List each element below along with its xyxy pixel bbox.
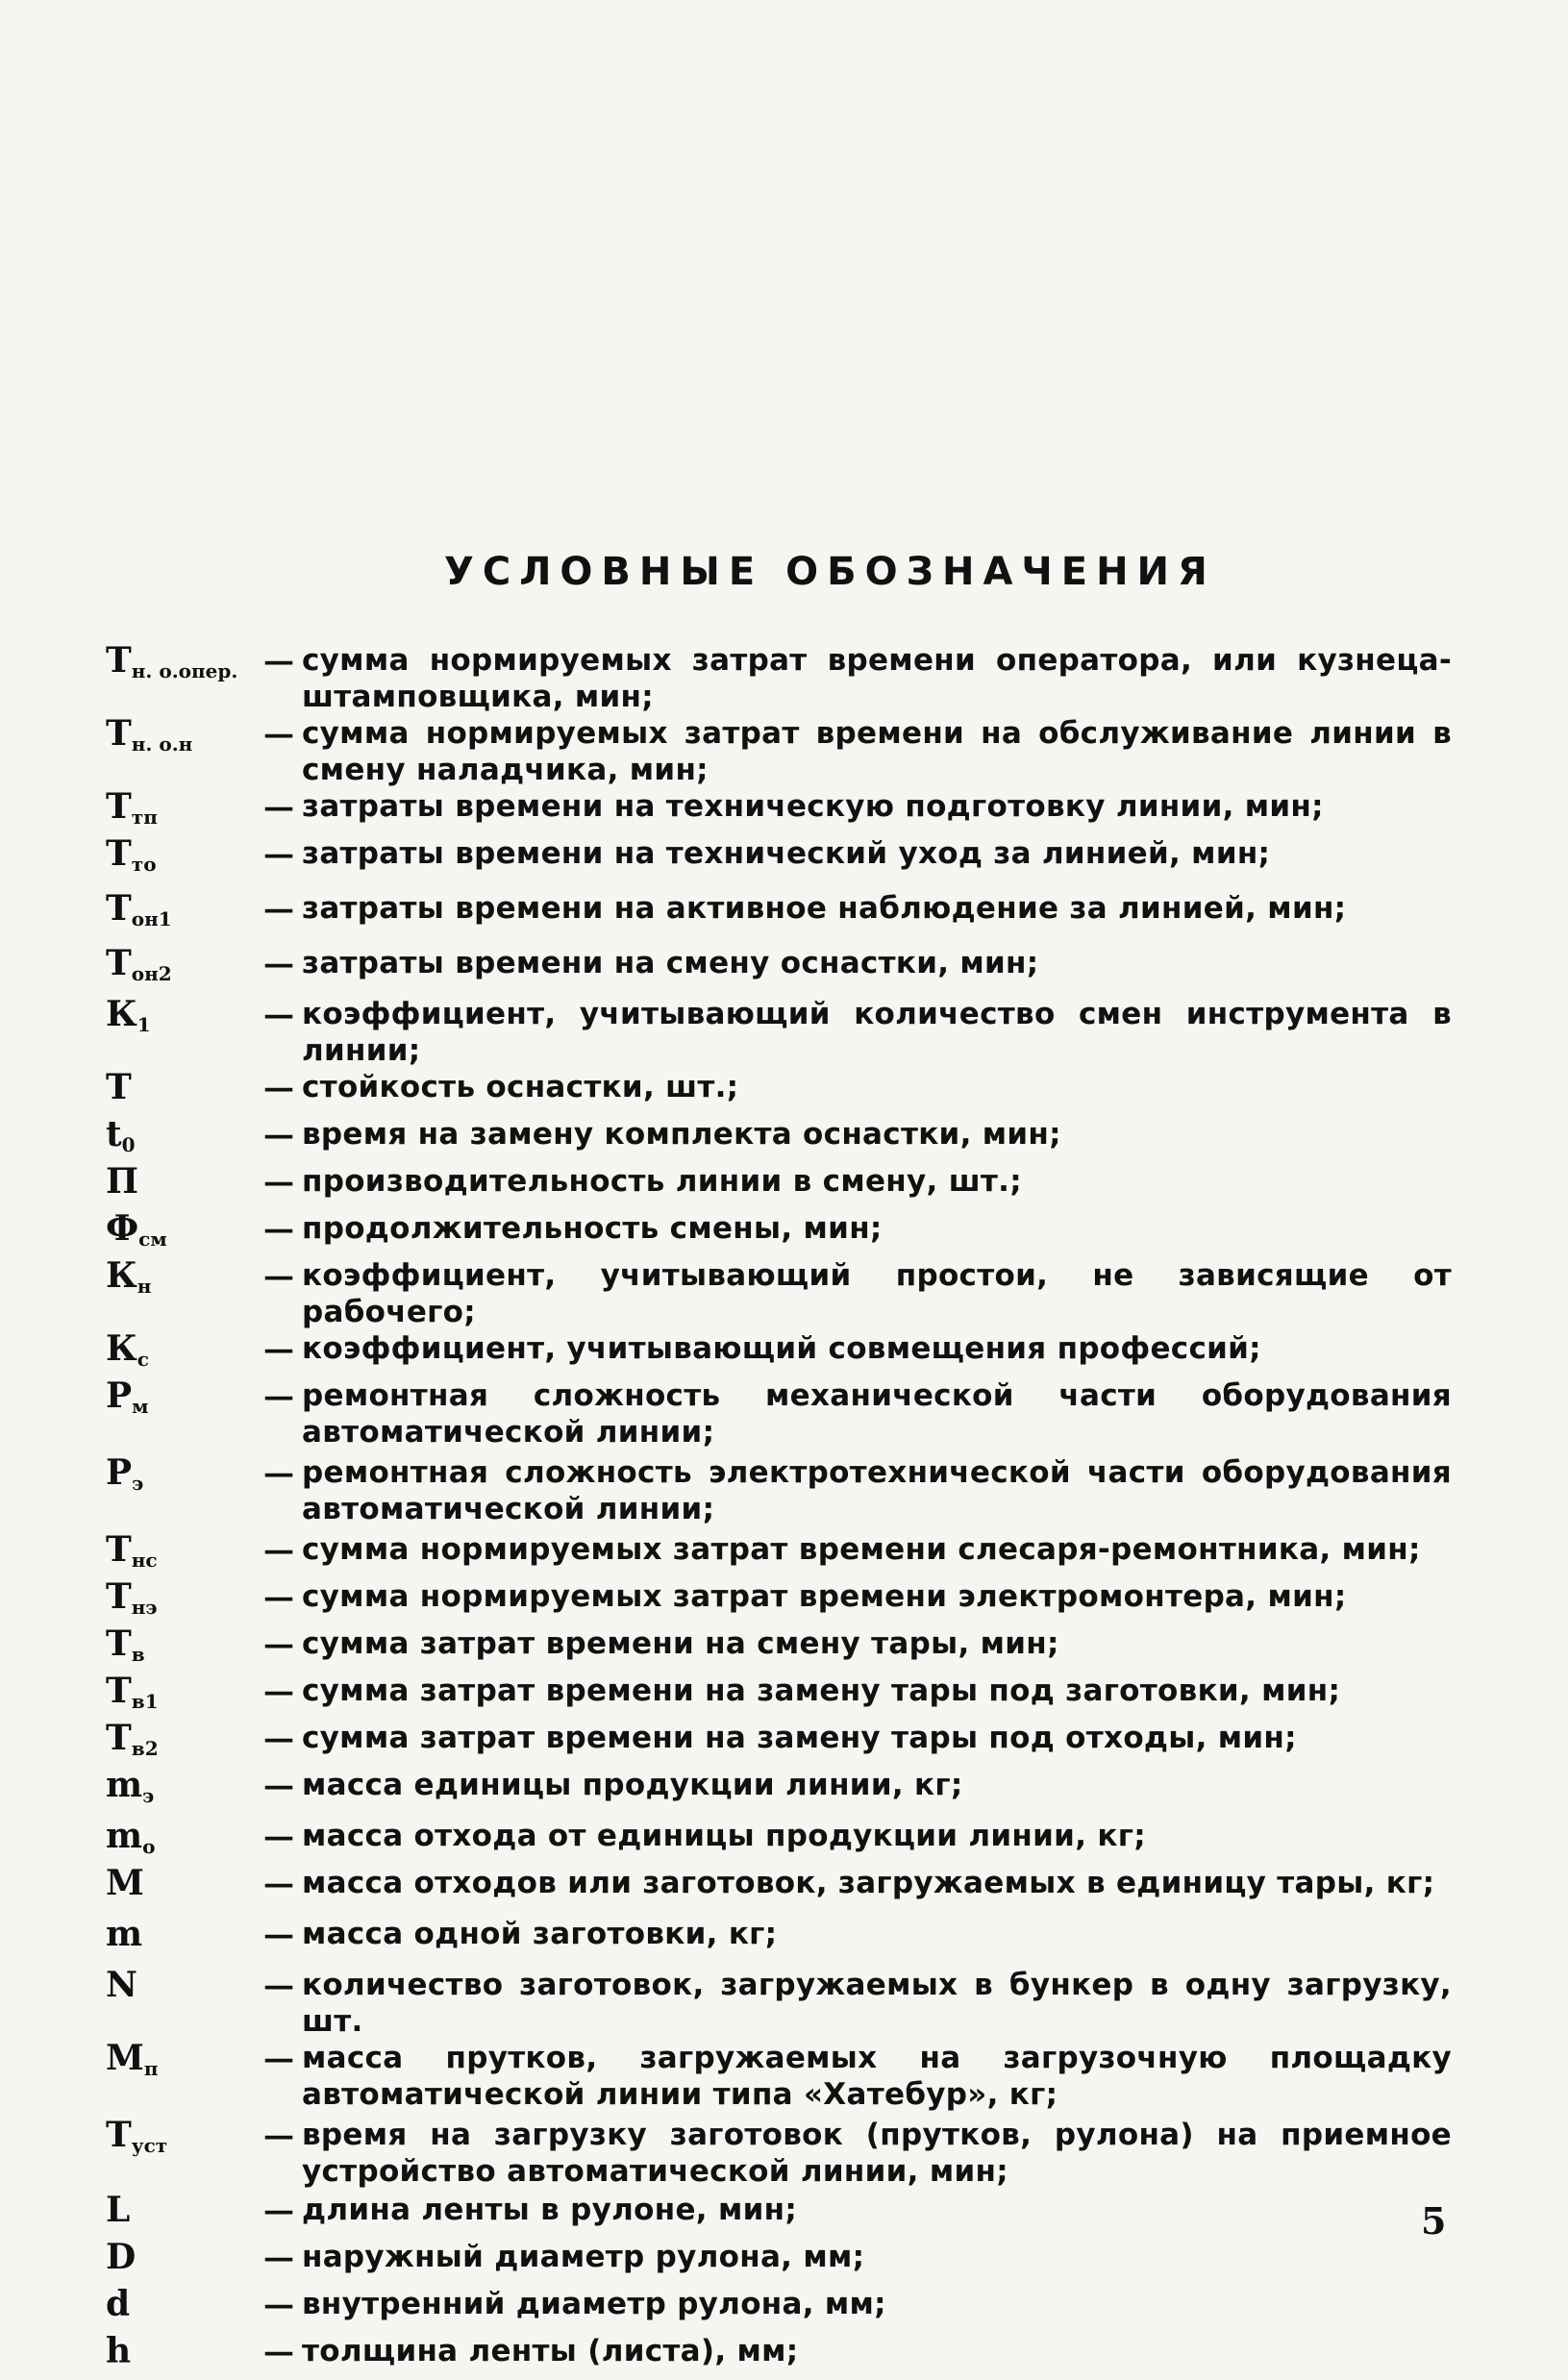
notation-symbol [106,1330,250,1377]
symbol-letter: m [106,1914,143,1954]
notation-description: масса отходов или заготовок, загружаемых в единицу тары, кг; [302,1866,1435,1900]
notation-description: время на замену комплекта оснастки, мин; [302,1117,1061,1152]
symbol-subscript: в [131,1643,145,1666]
notation-description: сумма нормируемых затрат времени слесаря-ремонтника, мин; [302,1532,1421,1567]
symbol-letter: D [106,2237,137,2277]
em-dash: — [263,1377,294,1414]
notation-symbol [106,1116,250,1163]
notation-description: затраты времени на технический уход за линией, мин; [302,836,1271,871]
notation-symbol [106,835,250,882]
symbol-letter: Т [106,1671,132,1711]
notation-entry [106,2286,1452,2333]
symbol-letter: Т [106,1067,132,1107]
notation-symbol [106,1767,250,1814]
notation-entry [106,890,1452,937]
notation-symbol [106,1377,250,1425]
symbol-letter: Т [106,1624,132,1664]
notation-entry [106,1865,1452,1912]
notation-description: сумма нормируемых затрат времени электромонтера, мин; [302,1579,1347,1614]
em-dash: — [263,2040,294,2076]
symbol-subscript: нэ [131,1596,158,1619]
symbol-letter: Р [106,1452,133,1493]
notation-description: коэффициент, учитывающий простои, не зависящие от рабочего; [302,1258,1452,1329]
notation-entry [106,2333,1452,2380]
symbol-letter: L [106,2190,131,2230]
notation-symbol [106,2192,250,2239]
notation-description: сумма нормируемых затрат времени оператора, или кузнеца-штамповщика, мин; [302,643,1452,714]
notation-entry [106,945,1452,992]
em-dash: — [263,1818,294,1854]
notation-entry [106,2040,1452,2113]
symbol-subscript: нс [131,1549,158,1572]
em-dash: — [263,1257,294,1294]
symbol-subscript: в1 [131,1690,159,1713]
notation-entry [106,996,1452,1069]
notation-entry [106,1818,1452,1865]
notation-entry [106,1673,1452,1720]
notation-symbol [106,1578,250,1625]
notation-description: продолжительность смены, мин; [302,1211,883,1246]
notation-entry [106,835,1452,882]
symbol-subscript: тп [131,806,158,829]
notation-description: затраты времени на активное наблюдение за линией, мин; [302,891,1347,926]
notation-description: масса одной заготовки, кг; [302,1917,778,1951]
symbol-letter: Т [106,1576,132,1617]
symbol-subscript: э [132,1472,144,1495]
em-dash: — [263,835,294,872]
notation-entry [106,642,1452,715]
symbol-subscript: уст [131,2134,168,2157]
notation-symbol [106,2239,250,2286]
notation-symbol [106,1210,250,1257]
page-number: 5 [1421,2199,1447,2243]
notation-entry [106,1720,1452,1767]
notation-symbol [106,1865,250,1912]
notation-symbol [106,996,250,1043]
em-dash: — [263,2333,294,2369]
notation-symbol [106,1069,250,1116]
em-dash: — [263,945,294,981]
symbol-subscript: н. о.опер. [131,659,238,682]
em-dash: — [263,1531,294,1568]
notation-entry [106,715,1452,788]
notation-symbol [106,1720,250,1767]
notation-description: масса единицы продукции линии, кг; [302,1768,963,1802]
symbol-letter: Т [106,786,132,827]
notation-entry [106,1116,1452,1163]
symbol-subscript: п [143,2057,159,2080]
symbol-letter: N [106,1965,137,2005]
notation-entry [106,1578,1452,1625]
symbol-letter: h [106,2331,132,2371]
notation-description: длина ленты в рулоне, мин; [302,2193,798,2227]
em-dash: — [263,1916,294,1952]
notation-symbol [106,1257,250,1304]
notation-description: затраты времени на смену оснастки, мин; [302,946,1039,980]
notation-entry [106,2117,1452,2190]
symbol-letter: Т [106,1718,132,1758]
em-dash: — [263,1578,294,1615]
notation-description: коэффициент, учитывающий совмещения профессий; [302,1331,1261,1366]
symbol-letter: m [106,1765,143,1805]
symbol-letter: Т [106,640,132,681]
symbol-letter: Т [106,943,132,983]
notation-description: количество заготовок, загружаемых в бункер в одну загрузку, шт. [302,1968,1452,2039]
notation-symbol [106,642,250,689]
symbol-letter: m [106,1816,143,1856]
notation-description: время на загрузку заготовок (прутков, рулона) на приемное устройство автоматической линии, мин; [302,2118,1452,2189]
notation-symbol [106,715,250,762]
notation-symbol [106,2117,250,2164]
notation-symbol [106,788,250,835]
notation-symbol [106,890,250,937]
notation-symbol [106,945,250,992]
notation-description: толщина ленты (листа), мм; [302,2334,799,2368]
symbol-letter: Т [106,2115,132,2155]
symbol-subscript: н [137,1275,152,1298]
em-dash: — [263,2239,294,2275]
notation-description: производительность линии в смену, шт.; [302,1164,1022,1199]
em-dash: — [263,1116,294,1153]
symbol-letter: Р [106,1376,133,1416]
notation-description: сумма затрат времени на замену тары под отходы, мин; [302,1721,1297,1755]
symbol-subscript: он2 [131,962,172,985]
symbol-letter: Т [106,1529,132,1570]
symbol-subscript: с [137,1348,149,1371]
em-dash: — [263,2117,294,2153]
symbol-subscript: 0 [121,1133,136,1156]
notation-list [106,642,1452,2380]
notation-description: ремонтная сложность электротехнической части оборудования автоматической линии; [302,1455,1452,1526]
em-dash: — [263,642,294,679]
em-dash: — [263,890,294,927]
em-dash: — [263,996,294,1032]
symbol-letter: К [106,994,137,1034]
notation-entry [106,788,1452,835]
notation-description: масса прутков, загружаемых на загрузочную площадку автоматической линии типа «Хатебур», кг; [302,2041,1452,2112]
em-dash: — [263,1069,294,1105]
symbol-letter: d [106,2284,131,2324]
notation-entry [106,1257,1452,1330]
notation-entry [106,1330,1452,1377]
symbol-letter: М [106,1863,144,1903]
em-dash: — [263,788,294,825]
em-dash: — [263,2286,294,2322]
notation-description: стойкость оснастки, шт.; [302,1070,739,1104]
notation-entry [106,1377,1452,1450]
notation-symbol [106,1625,250,1673]
notation-entry [106,1210,1452,1257]
notation-symbol [106,1531,250,1578]
em-dash: — [263,1767,294,1803]
notation-symbol [106,1673,250,1720]
notation-description: сумма нормируемых затрат времени на обслуживание линии в смену наладчика, мин; [302,716,1452,787]
em-dash: — [263,1865,294,1901]
em-dash: — [263,715,294,752]
symbol-subscript: н. о.н [131,732,193,756]
notation-entry [106,2239,1452,2286]
em-dash: — [263,1673,294,1709]
notation-entry [106,1767,1452,1814]
notation-symbol [106,1967,250,2014]
notation-entry [106,1454,1452,1527]
notation-description: затраты времени на техническую подготовку линии, мин; [302,789,1324,824]
symbol-letter: t [106,1114,122,1154]
symbol-subscript: э [142,1784,155,1807]
notation-symbol [106,2040,250,2087]
symbol-subscript: м [132,1395,149,1418]
notation-entry [106,1916,1452,1963]
notation-symbol [106,1916,250,1963]
notation-description: коэффициент, учитывающий количество смен инструмента в линии; [302,997,1452,1068]
notation-entry [106,2192,1452,2239]
em-dash: — [263,1163,294,1200]
notation-description: внутренний диаметр рулона, мм; [302,2287,886,2321]
em-dash: — [263,2192,294,2228]
symbol-subscript: 1 [137,1013,151,1036]
notation-entry [106,1625,1452,1673]
notation-entry [106,1069,1452,1116]
symbol-subscript: см [138,1227,167,1251]
notation-description: наружный диаметр рулона, мм; [302,2240,865,2274]
symbol-subscript: о [142,1835,156,1858]
symbol-subscript: в2 [131,1737,159,1760]
em-dash: — [263,1454,294,1491]
notation-description: масса отхода от единицы продукции линии, кг; [302,1819,1146,1853]
em-dash: — [263,1330,294,1367]
symbol-subscript: то [131,853,157,876]
em-dash: — [263,1967,294,2003]
symbol-letter: П [106,1161,138,1202]
symbol-subscript: он1 [131,907,172,930]
notation-description: ремонтная сложность механической части оборудования автоматической линии; [302,1378,1452,1450]
page-title: УСЛОВНЫЕ ОБОЗНАЧЕНИЯ [444,550,1216,594]
notation-description: сумма затрат времени на смену тары, мин; [302,1626,1059,1661]
symbol-letter: К [106,1328,137,1369]
symbol-letter: Т [106,833,132,874]
notation-symbol [106,2333,250,2380]
em-dash: — [263,1625,294,1662]
notation-entry [106,1967,1452,2040]
symbol-letter: Т [106,713,132,754]
notation-symbol [106,2286,250,2333]
notation-description: сумма затрат времени на замену тары под заготовки, мин; [302,1673,1341,1708]
symbol-letter: Ф [106,1208,139,1249]
notation-entry [106,1531,1452,1578]
symbol-letter: Т [106,888,132,929]
em-dash: — [263,1210,294,1247]
em-dash: — [263,1720,294,1756]
symbol-letter: М [106,2038,144,2078]
notation-symbol [106,1163,250,1210]
symbol-letter: К [106,1255,137,1296]
notation-symbol [106,1818,250,1865]
notation-entry [106,1163,1452,1210]
notation-symbol [106,1454,250,1501]
